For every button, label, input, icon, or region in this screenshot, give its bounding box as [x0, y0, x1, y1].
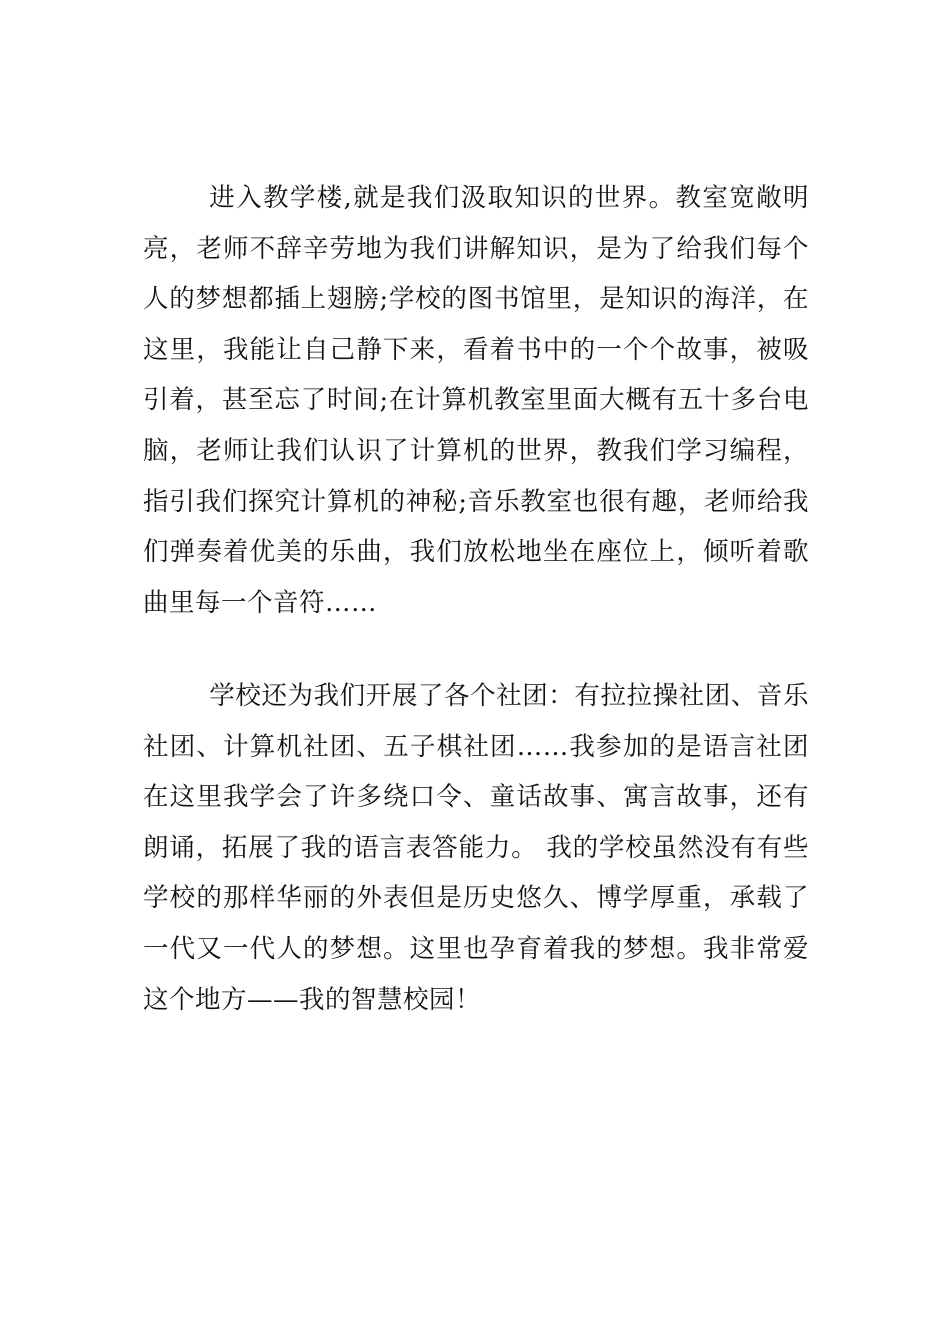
paragraph-campus-rooms: 进入教学楼,就是我们汲取知识的世界。教室宽敞明亮，老师不辞辛劳地为我们讲解知识，是为了给我们每个人的梦想都插上翅膀;学校的图书馆里，是知识的海洋，在这里，我能让自己静下来，看着书中的一个个故事，被吸引着，甚至忘了时间;在计算机教室里面大概有五十多台电脑，老师让我们认识了计算机的世界，教我们学习编程，指引我们探究计算机的神秘;音乐教室也很有趣，老师给我们弹奏着优美的乐曲，我们放松地坐在座位上，倾听着歌曲里每一个音符……: [143, 183, 809, 618]
paragraph-school-clubs: 学校还为我们开展了各个社团：有拉拉操社团、音乐社团、计算机社团、五子棋社团……我参加的是语言社团在这里我学会了许多绕口令、童话故事、寓言故事，还有朗诵，拓展了我的语言表答能力。 我的学校虽然没有有些学校的那样华丽的外表但是历史悠久、博学厚重，承载了一代又一代人的梦想。这里也孕育着我的梦想。我非常爱这个地方——我的智慧校园！: [143, 681, 809, 1015]
